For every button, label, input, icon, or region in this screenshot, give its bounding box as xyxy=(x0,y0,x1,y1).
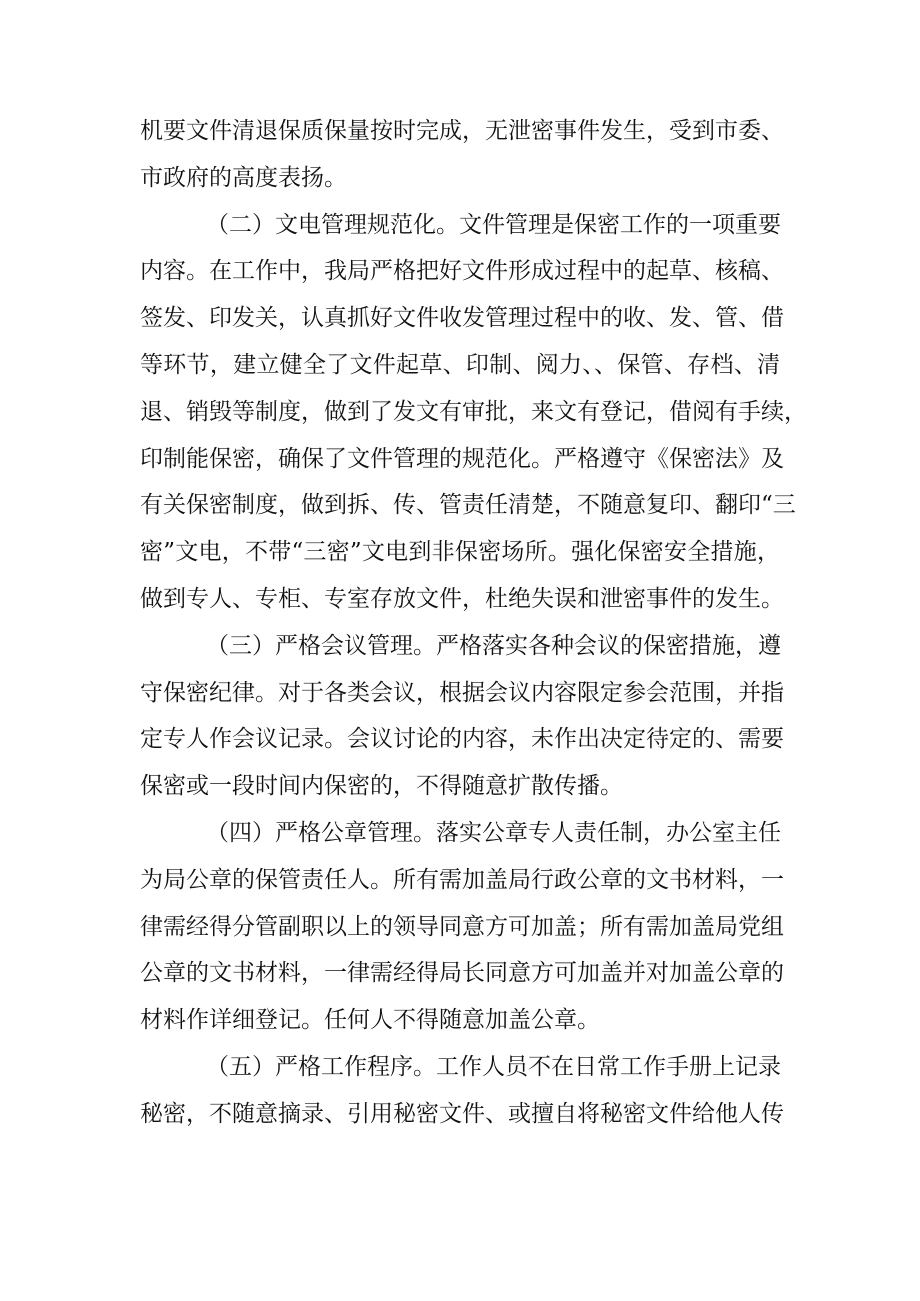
text-line: 做到专人、专柜、专室存放文件，杜绝失误和泄密事件的发生。 xyxy=(140,585,784,612)
text-line: 印制能保密，确保了文件管理的规范化。严格遵守《保密法》及 xyxy=(140,445,784,472)
text-line: 内容。在工作中，我局严格把好文件形成过程中的起草、核稿、 xyxy=(140,258,784,285)
section-heading-line: （五）严格工作程序。工作人员不在日常工作手册上记录 xyxy=(206,1053,781,1080)
section-heading-line: （二）文电管理规范化。文件管理是保密工作的一项重要 xyxy=(206,211,781,238)
text-line: 签发、印发关，认真抓好文件收发管理过程中的收、发、管、借 xyxy=(140,305,784,332)
text-line: 守保密纪律。对于各类会议，根据会议内容限定参会范围，并指 xyxy=(140,679,784,706)
text-line: 退、销毁等制度，做到了发文有审批，来文有登记，借阅有手续， xyxy=(140,398,807,425)
text-line: 市政府的高度表扬。 xyxy=(140,164,347,191)
text-line: 等环节，建立健全了文件起草、印制、阅力、、保管、存档、清 xyxy=(140,351,780,378)
text-line: 公章的文书材料，一律需经得局长同意方可加盖并对加盖公章的 xyxy=(140,960,784,987)
section-heading-line: （四）严格公章管理。落实公章专人责任制，办公室主任 xyxy=(206,819,781,846)
text-line: 秘密，不随意摘录、引用秘密文件、或擅自将秘密文件给他人传 xyxy=(140,1100,784,1127)
text-line: 机要文件清退保质保量按时完成，无泄密事件发生，受到市委、 xyxy=(140,118,784,144)
text-line: 为局公章的保管责任人。所有需加盖局行政公章的文书材料，一 xyxy=(140,866,784,893)
text-line: 定专人作会议记录。会议讨论的内容，未作出决定待定的、需要 xyxy=(140,726,784,753)
section-heading-line: （三）严格会议管理。严格落实各种会议的保密措施，遵 xyxy=(206,632,781,659)
text-line: 材料作详细登记。任何人不得随意加盖公章。 xyxy=(140,1007,600,1034)
text-line: 律需经得分管副职以上的领导同意方可加盖；所有需加盖局党组 xyxy=(140,913,784,940)
document-body xyxy=(140,108,807,1138)
text-line: 有关保密制度，做到拆、传、管责任清楚，不随意复印、翻印“三 xyxy=(140,492,796,519)
text-line: 保密或一段时间内保密的，不得随意扩散传播。 xyxy=(140,773,623,800)
text-line: 密”文电，不带“三密”文电到非保密场所。强化保密安全措施， xyxy=(140,539,780,566)
